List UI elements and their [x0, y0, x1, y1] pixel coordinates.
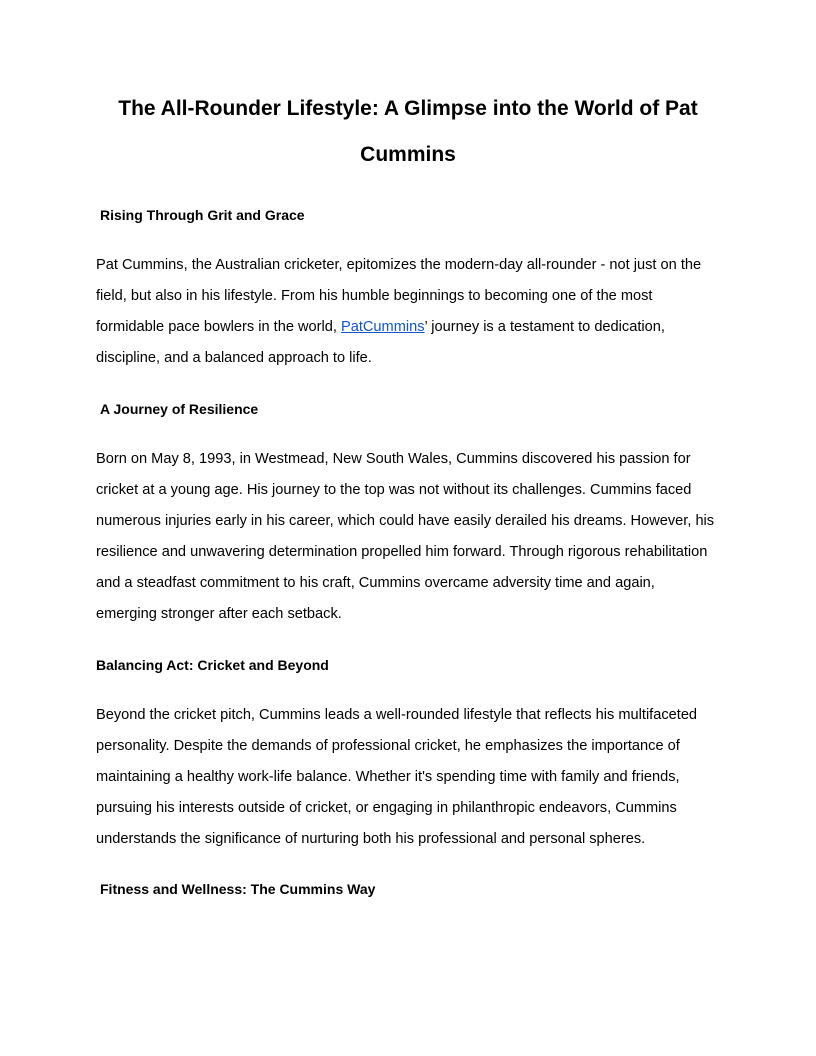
paragraph-text: ’ journey is a testament to dedication, — [424, 319, 665, 335]
paragraph-line: Pat Cummins, the Australian cricketer, epitomizes the modern-day all-rounder - not just on the — [96, 257, 702, 273]
paragraph-balancing — [96, 700, 720, 855]
section-heading-resilience: A Journey of Resilience — [100, 401, 259, 417]
paragraph-line: and a steadfast commitment to his craft, Cummins overcame adversity time and again, — [96, 575, 655, 591]
paragraph-line: emerging stronger after each setback. — [96, 606, 342, 622]
section-heading-rising: Rising Through Grit and Grace — [100, 207, 305, 223]
paragraph-line: pursuing his interests outside of cricket, or engaging in philanthropic endeavors, Cummins — [96, 800, 677, 816]
paragraph-line: Born on May 8, 1993, in Westmead, New South Wales, Cummins discovered his passion for — [96, 451, 691, 467]
paragraph-line: numerous injuries early in his career, which could have easily derailed his dreams. However, his — [96, 513, 715, 529]
paragraph-line: cricket at a young age. His journey to the top was not without its challenges. Cummins faced — [96, 482, 692, 498]
paragraph-rising — [96, 250, 720, 374]
paragraph-resilience — [96, 444, 720, 630]
section-heading-fitness: Fitness and Wellness: The Cummins Way — [100, 881, 376, 897]
paragraph-line: maintaining a healthy work-life balance. Whether it's spending time with family and friends, — [96, 769, 680, 785]
patcummins-link[interactable]: PatCummins — [340, 319, 425, 335]
document-title — [96, 86, 720, 178]
paragraph-line: resilience and unwavering determination propelled him forward. Through rigorous rehabilitation — [96, 544, 708, 560]
paragraph-line: Beyond the cricket pitch, Cummins leads a well-rounded lifestyle that reflects his multifaceted — [96, 707, 698, 723]
paragraph-line: personality. Despite the demands of professional cricket, he emphasizes the importance of — [96, 738, 680, 754]
paragraph-line — [96, 312, 720, 343]
paragraph-text: formidable pace bowlers in the world, — [96, 319, 341, 335]
paragraph-line: understands the significance of nurturing both his professional and personal spheres. — [96, 831, 646, 847]
paragraph-line: field, but also in his lifestyle. From his humble beginnings to becoming one of the most — [96, 288, 653, 304]
title-line-2: Cummins — [360, 143, 456, 166]
section-heading-balancing: Balancing Act: Cricket and Beyond — [96, 657, 329, 673]
paragraph-line: discipline, and a balanced approach to life. — [96, 350, 372, 366]
title-line-1: The All-Rounder Lifestyle: A Glimpse into the World of Pat — [118, 97, 698, 120]
